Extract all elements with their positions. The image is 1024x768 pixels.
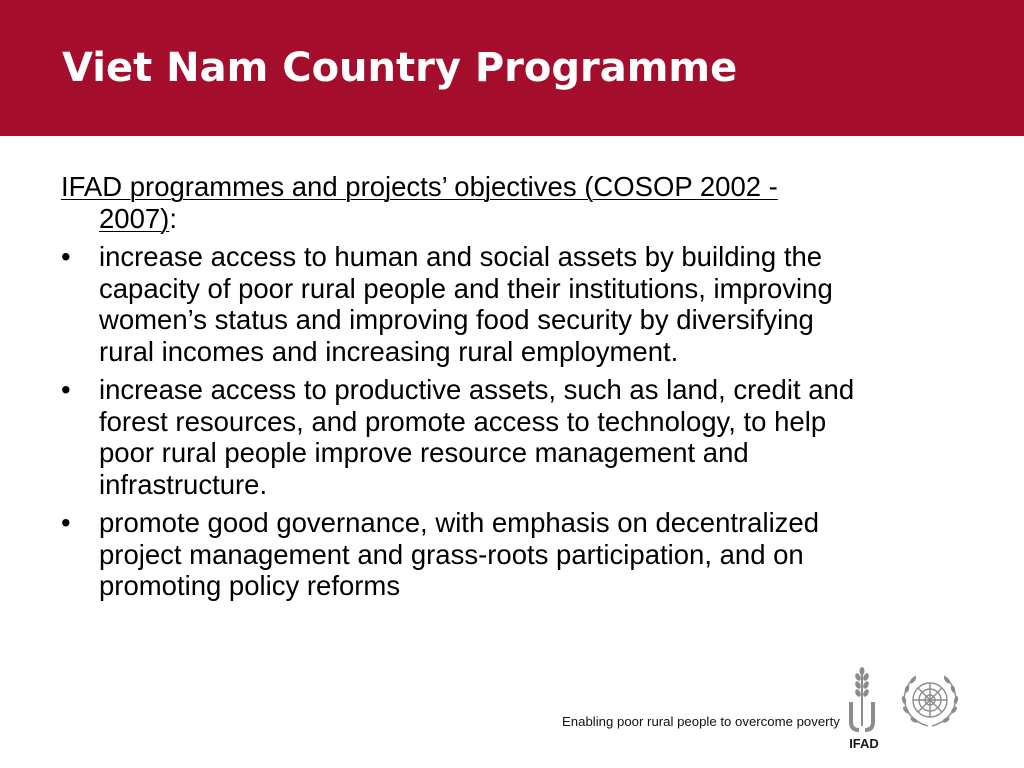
bullet-icon: • [61,374,71,405]
bullet-icon: • [61,241,71,272]
intro-underlined-text: IFAD programmes and projects’ objectives (COSOP 2002 - 2007) [61,171,778,234]
list-item-text: increase access to human and social assets by building the capacity of poor rural people and their institutions, improving women’s status and improving food security by diversifying rural incomes and increasing rural employment. [99,241,833,367]
ifad-logo-text: IFAD [849,736,879,750]
bullet-icon: • [61,507,71,538]
ifad-logo [842,664,888,750]
list-item [61,507,861,602]
list-item-text: increase access to productive assets, such as land, credit and forest resources, and promote access to technology, to help poor rural people improve resource management and infrastructure. [99,374,855,500]
list-item [61,241,861,367]
un-emblem-icon [898,670,962,732]
list-item-text: promote good governance, with emphasis on decentralized project management and grass-roots participation, and on promoting policy reforms [99,507,820,601]
title-bar [0,0,1024,136]
footer-tagline: Enabling poor rural people to overcome poverty [562,714,840,729]
intro-line [61,171,861,234]
intro-suffix: : [169,202,177,234]
slide-body [61,171,861,609]
objectives-list [61,241,861,602]
list-item [61,374,861,500]
slide-title: Viet Nam Country Programme [62,45,738,91]
